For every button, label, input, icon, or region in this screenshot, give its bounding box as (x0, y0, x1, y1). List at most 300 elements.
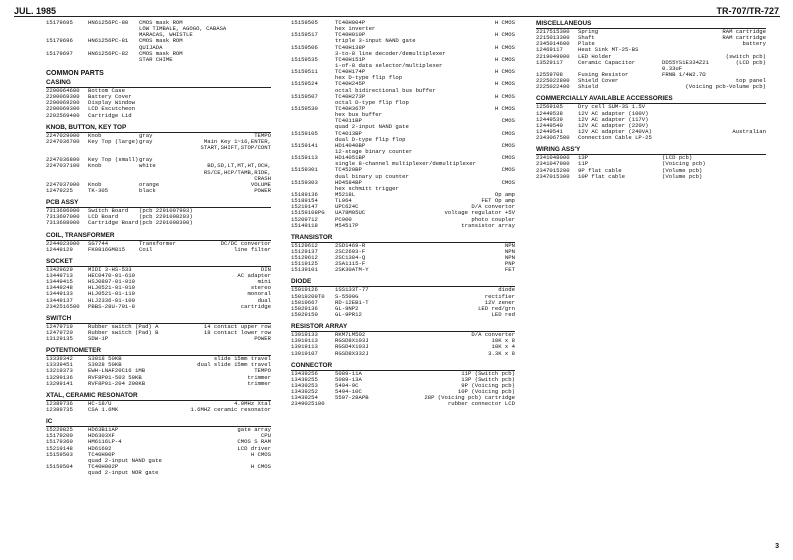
part-function: CMOS (501, 129, 515, 137)
part-code: 15139101 (291, 266, 318, 274)
part-name: HD63B11AP (88, 426, 119, 434)
part-code: 15159108PG (291, 209, 325, 217)
part-code: 12449540 (536, 121, 563, 129)
part-name: 5089-13A (335, 375, 362, 383)
part-code: 12479720 (46, 328, 73, 336)
part-code: 12479225 (46, 186, 73, 194)
part-name: Cartridge Lid (88, 111, 132, 119)
part-row (291, 223, 515, 229)
part-name: LCD Escutcheon (88, 105, 135, 113)
part-function: H CMOS (494, 80, 515, 88)
part-code: 13429629 (46, 265, 73, 273)
part-desc: (pcb 2291098300) (139, 219, 193, 227)
part-desc: CMOS mask ROM (139, 37, 183, 45)
part-function: CMOS (501, 154, 515, 162)
part-row (536, 135, 766, 141)
part-function: dual slide 15mm travel (197, 361, 271, 369)
part-desc: (pcb 2291098203) (139, 213, 193, 221)
part-name: EWH-LNAF20C16 1MB (88, 367, 146, 375)
part-function: rectifier (484, 292, 515, 300)
section-heading: MISCELLANEOUS (536, 20, 766, 29)
part-name: hex D-type flip flop (335, 74, 403, 82)
part-function: mini (257, 278, 271, 286)
part-code: 13299136 (46, 373, 73, 381)
part-function: CMOS S RAM (237, 438, 271, 446)
part-row (536, 174, 766, 180)
part-function: rubber connector LCD (447, 400, 515, 408)
part-code: 13919133 (291, 331, 318, 339)
part-desc: (Volume pcb) (662, 166, 703, 174)
part-name: 10P flat cable (578, 172, 625, 180)
part-name: 12-stage binary counter (335, 147, 413, 155)
part-row (291, 401, 515, 407)
part-function: battery (742, 40, 766, 48)
common-parts-heading: COMMON PARTS (46, 69, 104, 77)
part-code: 13439253 (291, 382, 318, 390)
part-function: Main Key 1~16,ENTER, (203, 137, 271, 145)
part-code: 2202569400 (46, 111, 80, 119)
part-function: trimmer (247, 379, 271, 387)
part-function: 10K x 8 (491, 337, 515, 345)
part-row (291, 267, 515, 273)
part-function: NPN (504, 247, 515, 255)
part-name: 5494-9C (335, 382, 359, 390)
part-function: LCD driver (237, 444, 271, 452)
section-heading: RESISTOR ARRAY (291, 323, 515, 332)
part-desc: gray (139, 156, 153, 164)
part-code: 2200069300 (46, 105, 80, 113)
section-heading: CONNECTOR (291, 362, 515, 371)
part-name: Knob (88, 162, 102, 170)
part-code: 2244023000 (46, 239, 80, 247)
part-desc: CMOS mask ROM (139, 49, 183, 57)
part-code: 2200064600 (46, 86, 80, 94)
part-name: PBBS-28U-701-8 (88, 302, 135, 310)
part-code: 13339342 (46, 355, 73, 363)
part-name: HSJ0807-01-010 (88, 278, 135, 286)
part-code: 13529117 (536, 58, 563, 66)
part-name: TC40H00P (88, 450, 115, 458)
part-name: RKM7LM502 (335, 331, 366, 339)
part-function: LED red/grn (478, 304, 515, 312)
part-name: MIDI 3-HS-533 (88, 265, 132, 273)
part-name: Switch Board (88, 207, 129, 215)
part-function: TEMPO (254, 367, 271, 375)
part-name: RVF8P01-503 50KB (88, 373, 142, 381)
part-code: 15179696 (46, 37, 73, 45)
part-name: HD14040BP (335, 141, 366, 149)
part-function: 12V zener (484, 298, 515, 306)
part-code: 7313608000 (46, 219, 80, 227)
part-function: (Voicing pcb-Volume pcb) (685, 83, 766, 91)
part-code: 2215013300 (536, 34, 570, 42)
part-name: Battery Cover (88, 93, 132, 101)
part-function: TEMPO (254, 131, 271, 139)
part-name: TC4011BP (335, 117, 362, 125)
section-heading: POTENTIOMETER (46, 347, 271, 356)
section-heading: SOCKET (46, 258, 271, 267)
part-function: gate array (237, 426, 271, 434)
part-function: 3.3K x 8 (488, 349, 515, 357)
part-name: Fusing Resistor (578, 70, 629, 78)
part-code: 2342516500 (46, 302, 80, 310)
part-function: 18 contact lower row (203, 328, 271, 336)
part-code: 15219148 (46, 444, 73, 452)
part-function: line filter (234, 245, 271, 253)
part-code: 13439255 (291, 375, 318, 383)
part-name: HN61256PC-82 (88, 49, 129, 57)
part-name: HD14051BP (335, 154, 366, 162)
part-name: TC40H174P (335, 68, 366, 76)
part-name: 1SS133T-77 (335, 286, 369, 294)
part-code: 15159530 (291, 104, 318, 112)
part-function: D/A convertor (471, 203, 515, 211)
part-desc: (Voicing pcb) (662, 160, 706, 168)
part-name: Cartridge Board (88, 219, 139, 227)
part-code: 12569105 (536, 103, 563, 111)
part-row (46, 57, 271, 63)
part-name: HM6116LP-4 (88, 438, 122, 446)
part-code: 13439252 (291, 388, 318, 396)
part-code: 13449133 (46, 290, 73, 298)
part-name: RGSD8X103J (335, 337, 369, 345)
part-function: CMOS (501, 178, 515, 186)
part-row (291, 351, 515, 357)
part-function: H CMOS (494, 31, 515, 39)
part-name: TC40H010P (335, 31, 366, 39)
part-function: FET (504, 266, 515, 274)
part-code: 12449129 (46, 245, 73, 253)
part-code: 15159535 (291, 55, 318, 63)
part-function: diode (498, 286, 515, 294)
part-function: D/A converter (471, 331, 515, 339)
part-code: 2200069300 (46, 93, 80, 101)
part-name: hex bus buffer (335, 111, 382, 119)
part-code: 15029136 (291, 304, 318, 312)
part-name: 12V AC adapter (100V) (578, 109, 649, 117)
part-desc: (Volume pcb) (662, 172, 703, 180)
part-function: 4.0MHz Xtal (234, 399, 271, 407)
part-name: quad 2-input NOR gate (88, 469, 159, 477)
part-code: 13449248 (46, 284, 73, 292)
part-desc: LOW TIMBALE, AGOGO, CABASA (139, 25, 227, 33)
part-code: 15179200 (46, 432, 73, 440)
part-code: 15209712 (291, 215, 318, 223)
part-name: 2SD1469-R (335, 241, 366, 249)
part-function: stereo (250, 284, 271, 292)
part-name: Connection Cable LP-25 (578, 134, 652, 142)
part-name: HD6303XF (88, 432, 115, 440)
part-function: POWER (254, 186, 271, 194)
part-name: TC4520BP (335, 166, 362, 174)
part-row (46, 188, 271, 194)
part-code: 15129137 (291, 247, 318, 255)
section-heading: KNOB, BUTTON, KEY TOP (46, 124, 271, 133)
part-code: 15019126 (291, 286, 318, 294)
part-code: 12449538 (536, 109, 563, 117)
part-function: H CMOS (494, 43, 515, 51)
part-function: H CMOS (494, 55, 515, 63)
part-code: 15159506 (291, 43, 318, 51)
part-row (46, 407, 271, 413)
part-name: dual binary up counter (335, 172, 409, 180)
part-function: 13P (Switch pcb) (461, 375, 515, 383)
part-code: 15159505 (291, 19, 318, 26)
part-name: S3018 50KB (88, 355, 122, 363)
section-heading: DIODE (291, 278, 515, 287)
part-row (46, 113, 271, 119)
part-code: 15159524 (291, 80, 318, 88)
part-name: 2SK30ATM-Y (335, 266, 369, 274)
part-function: DC/DC convertor (220, 239, 271, 247)
part-name: Shaft (578, 34, 595, 42)
part-code: 13449137 (46, 296, 73, 304)
part-name: Key Top (large) (88, 137, 139, 145)
part-code: 2247036700 (46, 137, 80, 145)
part-desc: 0.33uF (662, 64, 683, 72)
part-code: 12479719 (46, 322, 73, 330)
part-desc: MARACAS, WHISTLE (139, 31, 193, 39)
part-name: RD-12EB1-T (335, 298, 369, 306)
part-function: (switch pcb) (725, 52, 766, 60)
part-name: FK0816GM815 (88, 245, 125, 253)
part-code: 13919113 (291, 337, 318, 345)
part-desc: Coil (139, 245, 153, 253)
part-function: top panel (735, 77, 766, 85)
part-name: M5218L (335, 190, 356, 198)
part-name: Knob (88, 180, 102, 188)
part-function: 14 contact upper row (203, 322, 271, 330)
part-function: Australian (732, 127, 766, 135)
part-function: CMOS (501, 141, 515, 149)
part-name: RGSD4X103J (335, 343, 369, 351)
part-code: 15129612 (291, 241, 318, 249)
part-code: 13439256 (291, 369, 318, 377)
part-row (46, 381, 271, 387)
page-number: 3 (775, 543, 779, 550)
part-name: M54517P (335, 221, 359, 229)
part-code: 15189136 (291, 190, 318, 198)
part-code: 2225022400 (536, 83, 570, 91)
part-name: 13P (578, 154, 589, 162)
part-code: 13919113 (291, 343, 318, 351)
parts-column-3 (536, 20, 766, 180)
part-name: Plate (578, 40, 595, 48)
part-function: RAM cartridge (722, 34, 766, 42)
part-code: 2349025100 (291, 400, 325, 408)
part-name: LED Holder (578, 52, 612, 60)
part-code: 15229825 (46, 426, 73, 434)
section-heading: COMMERCIALLY AVAILABLE ACCESSORIES (536, 95, 766, 104)
part-code: 15019667 (291, 298, 318, 306)
part-name: PC900 (335, 215, 352, 223)
part-name: 2SC1384-Q (335, 254, 366, 262)
part-name: TC40H151P (335, 55, 366, 63)
part-function: PNP (504, 260, 515, 268)
part-desc: STAR CHIME (139, 55, 173, 63)
part-row (291, 312, 515, 318)
part-code: 15159507 (291, 92, 318, 100)
part-function: Op amp (494, 190, 515, 198)
part-function: dual (257, 296, 271, 304)
part-name: LCD Board (88, 213, 119, 221)
part-name: 11P (578, 160, 589, 168)
part-name: Knob (88, 131, 102, 139)
part-code: 15159141 (291, 141, 318, 149)
part-code: 2247037000 (46, 180, 80, 188)
part-row (46, 247, 271, 253)
part-function: H CMOS (494, 19, 515, 26)
part-function: 9P (Voicing pcb) (461, 382, 515, 390)
part-name: 2SA1115-F (335, 260, 366, 268)
part-code: 7313607000 (46, 213, 80, 221)
section-heading: XTAL, CERAMIC RESONATOR (46, 392, 271, 401)
part-code: 2219049900 (536, 52, 570, 60)
part-function: H CMOS (250, 450, 271, 458)
part-name: hex schmitt trigger (335, 184, 399, 192)
parts-column-2 (291, 20, 515, 408)
part-code: 2347015300 (536, 172, 570, 180)
part-name: TC40H004P (335, 19, 366, 26)
part-code: 2345014600 (536, 40, 570, 48)
header-date: JUL. 1985 (14, 6, 57, 16)
part-function: voltage regulator +5V (444, 209, 515, 217)
part-name: Dry cell SUM-3S 1.5V (578, 103, 646, 111)
part-function: RAM cartridge (722, 28, 766, 35)
part-name: Heat Sink MT-25-BS (578, 46, 639, 54)
part-name: 9P flat cable (578, 166, 622, 174)
part-code: 13129135 (46, 335, 73, 343)
part-function: CPU (260, 432, 271, 440)
part-name: Display Window (88, 99, 135, 107)
part-function: slide 15mm travel (213, 355, 271, 363)
part-code: 15159504 (46, 463, 73, 471)
part-name: 5597-28APB (335, 394, 369, 402)
part-code: 13449415 (46, 278, 73, 286)
part-desc: gray (139, 131, 153, 139)
part-function: (LCD pcb) (735, 58, 766, 66)
part-code: 7313606000 (46, 207, 80, 215)
part-code: 2347015200 (536, 166, 570, 174)
part-function: FET Op amp (481, 197, 515, 205)
part-code: 15019209T0 (291, 292, 325, 300)
part-code: 2247029000 (46, 131, 80, 139)
header-rule (14, 16, 780, 17)
part-code: 15159105 (291, 129, 318, 137)
part-name: TC40H138P (335, 43, 366, 51)
part-row (46, 470, 271, 476)
part-name: Key Top (small) (88, 156, 139, 164)
section-heading: TRANSISTOR (291, 234, 515, 243)
parts-column-1 (46, 20, 271, 476)
part-code: 15179697 (46, 49, 73, 57)
part-name: 12V AC adapter (240VA) (578, 127, 652, 135)
part-function: NPN (504, 254, 515, 262)
part-function: H CMOS (494, 104, 515, 112)
part-function: 11P (Switch pcb) (461, 369, 515, 377)
part-function: LED red (491, 311, 515, 319)
part-name: SG7744 (88, 239, 109, 247)
part-function: VOLUME (250, 180, 271, 188)
part-function: cartridge (240, 302, 271, 310)
part-code: 13299141 (46, 379, 73, 387)
part-code: 15159511 (291, 68, 318, 76)
part-code: 12449541 (536, 127, 563, 135)
part-name: 1-of-8 data selector/multiplexer (335, 61, 443, 69)
part-name: SDW-1P (88, 335, 109, 343)
part-name: HEC0470-01-610 (88, 271, 135, 279)
part-name: hex inverter (335, 25, 376, 33)
part-name: TK-305 (88, 186, 109, 194)
part-function: monoral (247, 290, 271, 298)
part-code: 2200069200 (46, 99, 80, 107)
part-desc: DD55YS1E334Z21 (662, 58, 709, 66)
part-function: H CMOS (494, 68, 515, 76)
part-code: 12389736 (46, 399, 73, 407)
part-desc: (pcb 2291097903) (139, 207, 193, 215)
part-name: RVF8P01-204 200KB (88, 379, 146, 387)
part-code: 15159503 (46, 450, 73, 458)
part-name: HD4584BP (335, 178, 362, 186)
part-name: TC40H245P (335, 80, 366, 88)
part-desc: Transformer (139, 239, 176, 247)
part-code: 13339451 (46, 361, 73, 369)
part-function: 10P (Voicing pcb) (457, 388, 515, 396)
section-heading: COIL, TRANSFORMER (46, 232, 271, 241)
part-name: HD61602 (88, 444, 112, 452)
part-name: Shield (578, 83, 599, 91)
section-heading: CASING (46, 79, 271, 88)
part-code: 15149118 (291, 221, 318, 229)
section-heading: PCB ASSY (46, 199, 271, 208)
part-name: single 8-channel multiplexer/demultiplexer (335, 160, 476, 168)
part-code: 12469117 (536, 46, 563, 54)
part-code: 2225022800 (536, 77, 570, 85)
part-row (536, 84, 766, 90)
section-heading: SWITCH (46, 315, 271, 324)
part-desc: black (139, 186, 156, 194)
part-desc: QUIJADA (139, 43, 163, 51)
part-name: HLJ2336-01-100 (88, 296, 135, 304)
part-name: S3028 50KB (88, 361, 122, 369)
part-function: CRASH (254, 174, 271, 182)
part-code: 13449713 (46, 271, 73, 279)
part-code: 15179360 (46, 438, 73, 446)
part-function: 10K x 4 (491, 343, 515, 351)
part-code: 15029150 (291, 311, 318, 319)
part-function: H CMOS (250, 463, 271, 471)
part-name: triple 3-input NAND gate (335, 37, 416, 45)
part-name: RGSD8X332J (335, 349, 369, 357)
section-heading: WIRING ASS'Y (536, 146, 766, 155)
part-function: photo coupler (471, 215, 515, 223)
part-name: Rubber switch (Pad) B (88, 328, 159, 336)
part-code: 13219373 (46, 367, 73, 375)
part-name: quad 2-input NAND gate (88, 456, 162, 464)
part-code: 13919107 (291, 349, 318, 357)
part-code: 2341048000 (536, 154, 570, 162)
part-name: 5089-11A (335, 369, 362, 377)
part-name: S-5500G (335, 292, 359, 300)
part-code: 2247036800 (46, 156, 80, 164)
part-name: HN61256PC-80 (88, 19, 129, 26)
part-function: BD,SD,LT,MT,HT,OCH, (207, 162, 271, 170)
part-name: octal D-type flip flop (335, 98, 409, 106)
part-name: UA78M05UC (335, 209, 366, 217)
part-desc: orange (139, 180, 160, 188)
part-name: TC40H002P (88, 463, 119, 471)
part-name: 2SC2603-F (335, 247, 366, 255)
